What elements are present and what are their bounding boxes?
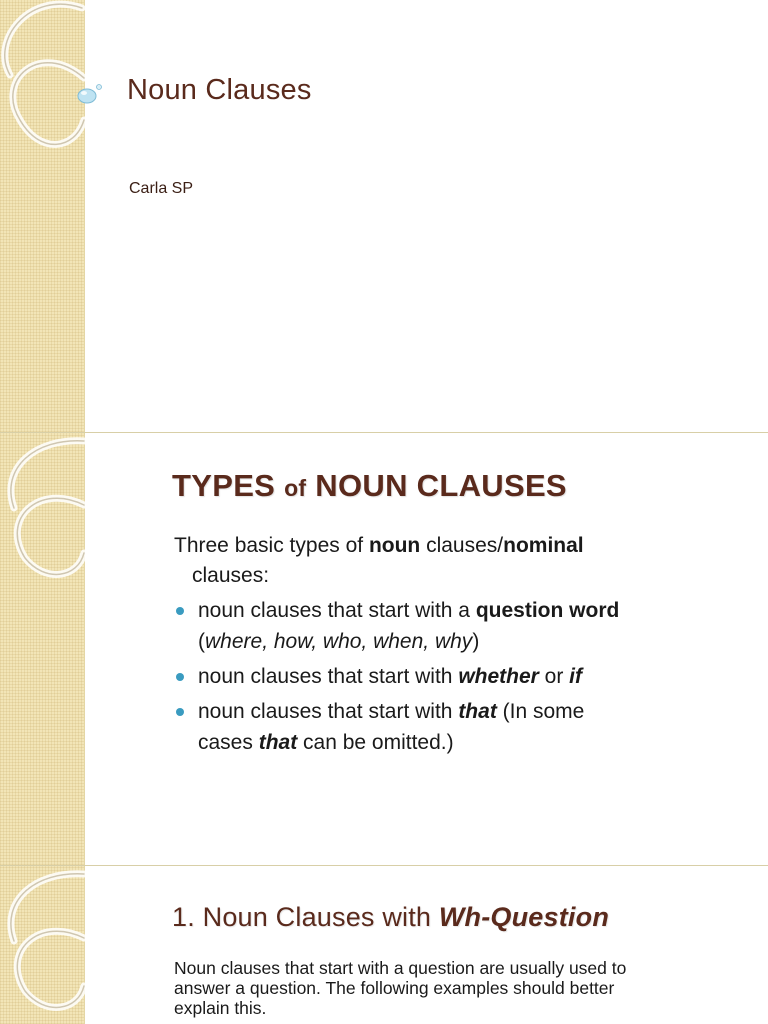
list-item	[174, 595, 644, 657]
text-run: clauses/	[420, 534, 504, 557]
slide-title	[172, 468, 567, 504]
author-name: Carla SP	[129, 180, 194, 197]
text-run: (	[198, 630, 205, 653]
text-run: if	[569, 665, 582, 688]
text-run: noun clauses that start with a	[198, 599, 476, 622]
slide-title	[172, 902, 609, 933]
list-item	[174, 696, 644, 758]
slide-3	[0, 866, 768, 1024]
bubble-icon	[78, 85, 102, 104]
slide-1	[0, 0, 768, 432]
text-run: can be omitted.)	[297, 731, 454, 754]
text-run: clauses:	[192, 564, 270, 587]
decorative-rings	[0, 433, 130, 633]
bullet-icon	[176, 607, 184, 615]
text-run: question word	[475, 599, 620, 622]
text-run: )	[472, 630, 480, 653]
slide-title: Noun Clauses	[127, 74, 312, 106]
intro-text	[174, 531, 644, 591]
text-run: nominal	[503, 534, 584, 557]
text-run: that	[258, 731, 298, 754]
title-part: of	[284, 475, 307, 501]
text-run: where, how, who, when, why	[205, 630, 473, 653]
text-run: that	[458, 700, 497, 723]
bullet-icon	[176, 673, 184, 681]
text-run: or	[538, 665, 570, 688]
text-run: whether	[458, 665, 539, 688]
text-run: Three basic types of	[174, 534, 369, 557]
text-run: noun clauses that start with	[198, 700, 459, 723]
title-part: NOUN CLAUSES	[306, 468, 567, 503]
bullet-icon	[176, 708, 184, 716]
decorative-rings	[0, 0, 130, 432]
list-item	[174, 661, 644, 692]
slide-2	[0, 433, 768, 865]
title-part: 1. Noun Clauses with	[172, 902, 439, 932]
text-run: noun	[368, 534, 421, 557]
title-part: TYPES	[172, 468, 285, 503]
title-part: Wh-Question	[438, 902, 610, 932]
slide-paragraph: Noun clauses that start with a question are usually used to answer a question. The following examples should better explain this.	[174, 958, 627, 1018]
types-list	[174, 595, 644, 762]
text-run: noun clauses that start with	[198, 665, 459, 688]
text-run: (In some cases	[198, 700, 585, 754]
decorative-rings	[0, 866, 130, 1024]
